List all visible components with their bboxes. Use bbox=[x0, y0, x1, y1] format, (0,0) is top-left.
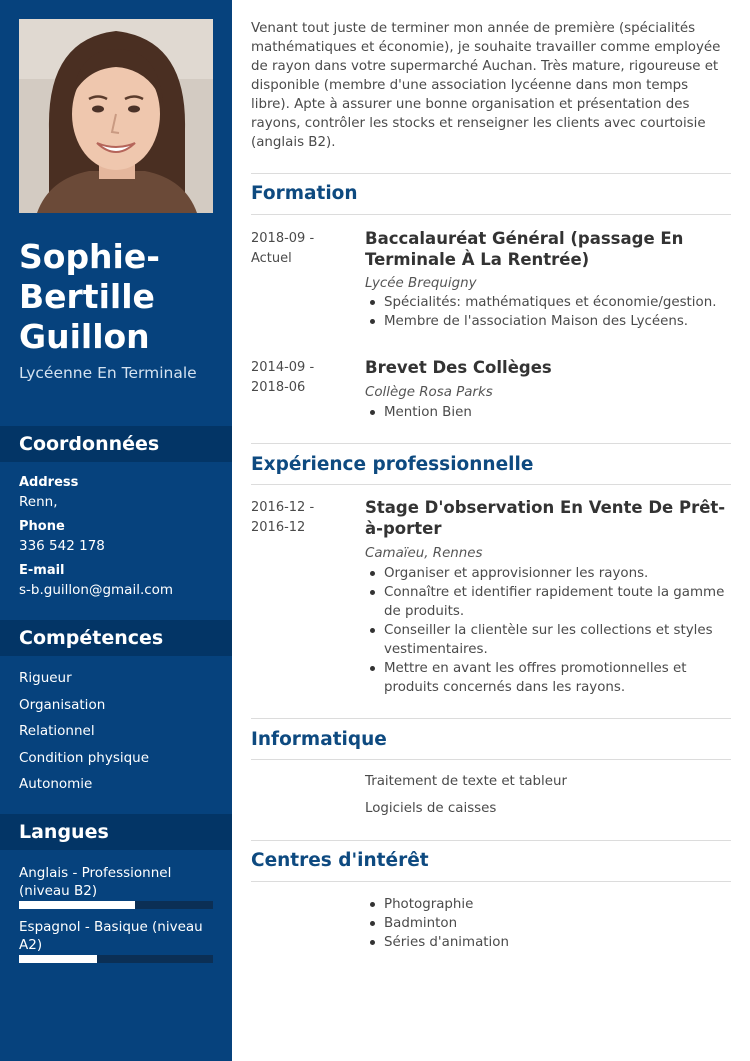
profile-summary: Venant tout juste de terminer mon année de première (spécialités mathématiques et économie), je souhaite travailler comme employée de rayon dans votre supermarché Auchan. Très mature, rigoureuse et disponible (membre d'une association lycéenne dans mon temps libre). Apte à assurer une bonne organisation et présentation des rayons, contrôler les stocks et renseigner les clients avec courtoisie (anglais B2). bbox=[251, 21, 721, 150]
bullet-item: Mettre en avant les offres promotionnelles et produits concernés dans les rayons. bbox=[365, 659, 731, 697]
bullet-item: Mention Bien bbox=[365, 403, 731, 422]
skill-item: Relationnel bbox=[19, 723, 95, 739]
profile-photo bbox=[19, 19, 213, 213]
experience-bullets bbox=[365, 564, 731, 697]
candidate-name: Sophie-Bertille Guillon bbox=[19, 237, 160, 356]
bullet-item: Conseiller la clientèle sur les collections et styles vestimentaires. bbox=[365, 621, 731, 659]
bullet-item: Connaître et identifier rapidement toute la gamme de produits. bbox=[365, 583, 731, 621]
language-english-label: Anglais - Professionnel (niveau B2) bbox=[19, 865, 172, 899]
formation-date: 2014-09 - 2018-06 bbox=[251, 360, 315, 395]
experience-date: 2016-12 - 2016-12 bbox=[251, 500, 315, 535]
bullet-item: Organiser et approvisionner les rayons. bbox=[365, 564, 731, 583]
phone-value: 336 542 178 bbox=[19, 538, 105, 554]
interest-item: Séries d'animation bbox=[365, 933, 731, 952]
formation-date: 2018-09 - Actuel bbox=[251, 231, 315, 266]
address-label: Address bbox=[19, 475, 79, 490]
section-divider bbox=[251, 881, 731, 882]
informatique-heading: Informatique bbox=[251, 729, 387, 750]
section-divider bbox=[251, 759, 731, 760]
phone-label: Phone bbox=[19, 519, 65, 534]
languages-heading: Langues bbox=[0, 814, 232, 850]
software-item: Logiciels de caisses bbox=[365, 801, 497, 816]
portrait-image bbox=[19, 19, 213, 213]
skill-item: Organisation bbox=[19, 697, 106, 713]
formation-school: Lycée Brequigny bbox=[365, 276, 477, 291]
formation-title: Brevet Des Collèges bbox=[365, 358, 552, 377]
section-divider bbox=[251, 443, 731, 444]
formation-bullets bbox=[365, 293, 731, 331]
contact-heading: Coordonnées bbox=[0, 426, 232, 462]
interest-item: Photographie bbox=[365, 895, 731, 914]
formation-title: Baccalauréat Général (passage En Terminale À La Rentrée) bbox=[365, 229, 684, 269]
email-value: s-b.guillon@gmail.com bbox=[19, 582, 174, 598]
sidebar bbox=[0, 0, 232, 1061]
section-divider bbox=[251, 214, 731, 215]
skill-item: Rigueur bbox=[19, 670, 72, 686]
skill-item: Condition physique bbox=[19, 750, 150, 766]
language-spanish-fill bbox=[19, 955, 97, 963]
formation-bullets bbox=[365, 403, 731, 422]
section-divider bbox=[251, 840, 731, 841]
bullet-item: Membre de l'association Maison des Lycéens. bbox=[365, 312, 731, 331]
language-english-bar bbox=[19, 901, 213, 909]
address-value: Renn, bbox=[19, 494, 58, 510]
interests-list bbox=[365, 895, 731, 952]
section-divider bbox=[251, 484, 731, 485]
skill-item: Autonomie bbox=[19, 776, 93, 792]
language-english-fill bbox=[19, 901, 135, 909]
language-spanish-label: Espagnol - Basique (niveau A2) bbox=[19, 919, 203, 953]
interest-item: Badminton bbox=[365, 914, 731, 933]
interests-heading: Centres d'intérêt bbox=[251, 850, 429, 871]
email-label: E-mail bbox=[19, 563, 65, 578]
software-item: Traitement de texte et tableur bbox=[365, 774, 567, 789]
candidate-headline: Lycéenne En Terminale bbox=[19, 364, 197, 382]
language-spanish-bar bbox=[19, 955, 213, 963]
formation-heading: Formation bbox=[251, 183, 358, 204]
experience-heading: Expérience professionnelle bbox=[251, 454, 534, 475]
bullet-item: Spécialités: mathématiques et économie/gestion. bbox=[365, 293, 731, 312]
section-divider bbox=[251, 173, 731, 174]
skills-heading: Compétences bbox=[0, 620, 232, 656]
experience-title: Stage D'observation En Vente De Prêt-à-porter bbox=[365, 498, 726, 538]
experience-company: Camaïeu, Rennes bbox=[365, 546, 483, 561]
section-divider bbox=[251, 718, 731, 719]
formation-school: Collège Rosa Parks bbox=[365, 385, 493, 400]
